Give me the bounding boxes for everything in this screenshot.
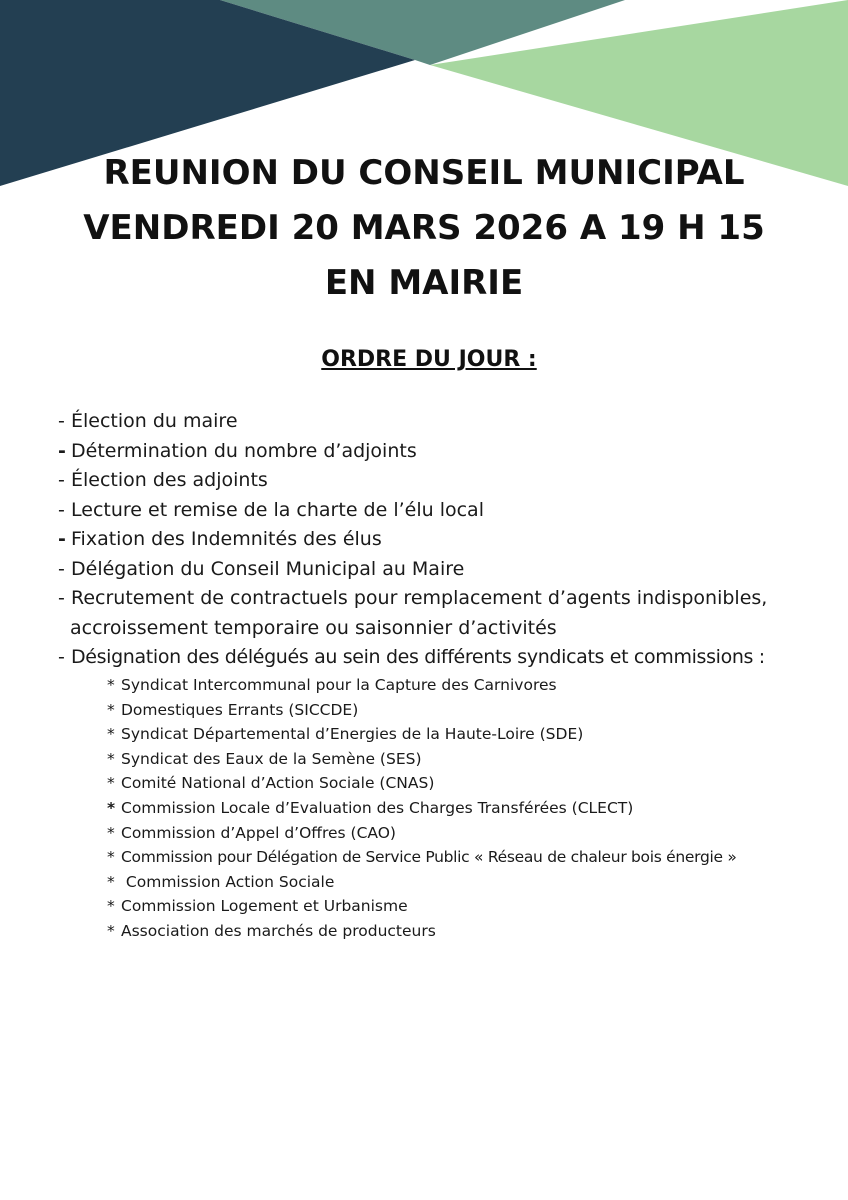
agenda-list [58, 407, 838, 673]
agenda-item-text: Détermination du nombre d’adjoints [71, 439, 417, 462]
sub-item [107, 894, 827, 919]
agenda-item [58, 437, 838, 467]
agenda-item [58, 555, 838, 585]
bullet-dash: - [58, 469, 65, 491]
bullet-star: * [107, 897, 115, 916]
title-line-1: REUNION DU CONSEIL MUNICIPAL [103, 153, 745, 193]
bullet-star: * [107, 848, 115, 867]
sub-item [107, 673, 827, 698]
agenda-item-text: Élection du maire [71, 410, 238, 432]
sub-item-text: Comité National d’Action Sociale (CNAS) [121, 774, 435, 793]
agenda-item [58, 643, 838, 673]
sub-item-text: Commission Action Sociale [121, 872, 335, 891]
sub-item-text: Commission Logement et Urbanisme [121, 897, 408, 916]
bullet-star: * [107, 921, 115, 940]
bullet-star: * [107, 725, 115, 744]
sub-item-text: Commission d’Appel d’Offres (CAO) [121, 823, 396, 842]
meeting-title [0, 146, 848, 311]
bullet-dash: - [58, 439, 66, 462]
delegates-sublist [107, 673, 827, 944]
bullet-star: * [107, 749, 115, 768]
agenda-heading: ORDRE DU JOUR : [321, 347, 537, 372]
sub-item [107, 771, 827, 796]
agenda-item-continuation: accroissement temporaire ou saisonnier d’activités [70, 616, 557, 639]
sub-item-text: Commission pour Délégation de Service Public « Réseau de chaleur bois énergie » [121, 848, 737, 867]
title-line-2: VENDREDI 20 MARS 2026 A 19 H 15 [83, 208, 765, 248]
sub-item-text: Commission Locale d’Evaluation des Charges Transférées (CLECT) [121, 798, 634, 817]
sub-item-text: Domestiques Errants (SICCDE) [121, 700, 359, 719]
bullet-dash: - [58, 557, 65, 580]
bullet-dash: - [58, 410, 65, 432]
sub-item-text: Syndicat Intercommunal pour la Capture des Carnivores [121, 676, 557, 694]
bullet-dash: - [58, 498, 65, 521]
agenda-item-text: Lecture et remise de la charte de l’élu local [71, 498, 484, 521]
bullet-dash: - [58, 646, 65, 668]
agenda-item-text: Élection des adjoints [71, 469, 268, 491]
bullet-star: * [107, 774, 115, 793]
bullet-dash: - [58, 587, 65, 609]
bullet-star: * [107, 700, 115, 719]
sub-item [107, 747, 827, 772]
sub-item-text: Association des marchés de producteurs [121, 921, 436, 940]
agenda-item [58, 466, 838, 496]
sub-item [107, 722, 827, 747]
bullet-star: * [107, 872, 115, 891]
agenda-item-text: Désignation des délégués au sein des différents syndicats et commissions : [71, 646, 765, 668]
agenda-item [58, 496, 838, 526]
sub-item-text: Syndicat des Eaux de la Semène (SES) [121, 749, 422, 768]
agenda-item-text: Délégation du Conseil Municipal au Maire [71, 557, 465, 580]
sub-item-text: Syndicat Départemental d’Energies de la Haute-Loire (SDE) [121, 725, 584, 744]
bullet-star: * [107, 823, 115, 842]
bullet-star: * [107, 798, 116, 817]
agenda-item-text: Fixation des Indemnités des élus [71, 528, 382, 550]
sub-item [107, 870, 827, 895]
agenda-item [58, 584, 838, 643]
sub-item [107, 796, 827, 821]
title-line-3: EN MAIRIE [324, 263, 524, 303]
agenda-item-text: Recrutement de contractuels pour remplacement d’agents indisponibles, [71, 587, 768, 609]
sub-item [107, 845, 827, 870]
agenda-item [58, 407, 838, 437]
bullet-star: * [107, 676, 115, 694]
sub-item [107, 919, 827, 944]
agenda-item [58, 525, 838, 555]
bullet-dash: - [58, 528, 66, 550]
sub-item [107, 698, 827, 723]
sub-item [107, 821, 827, 846]
